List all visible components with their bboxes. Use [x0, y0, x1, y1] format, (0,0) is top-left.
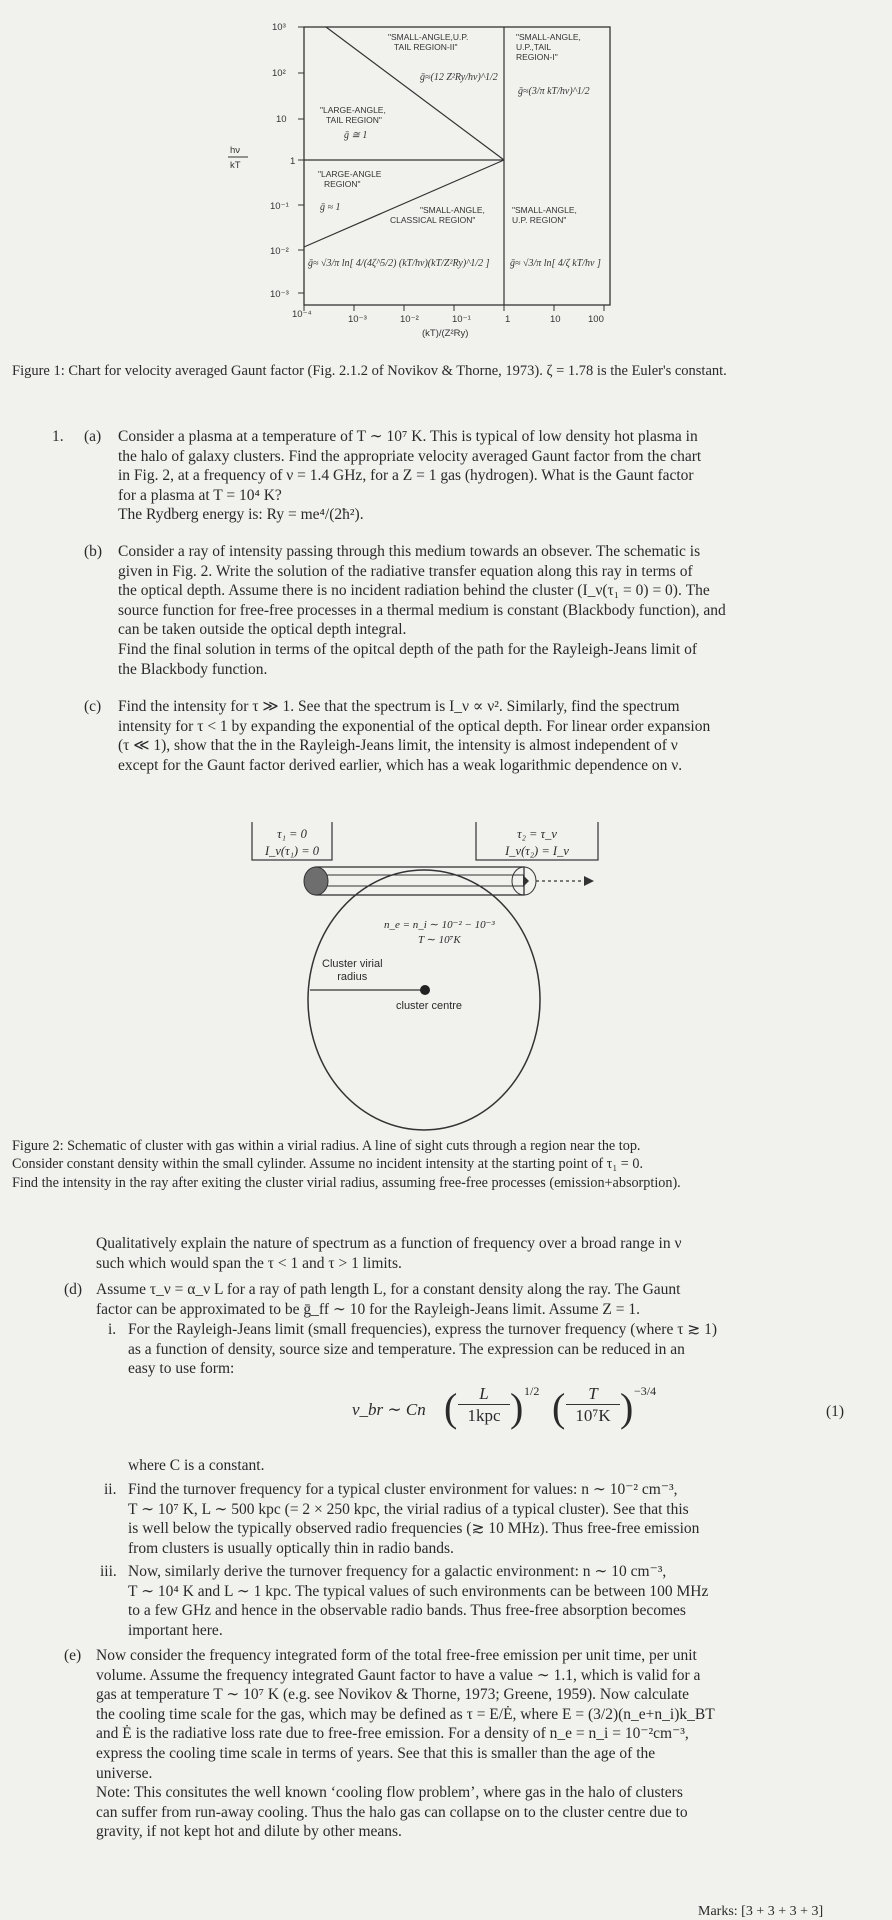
x-tick-label: 10⁻² [400, 314, 419, 325]
eq-den: 1kpc [467, 1406, 501, 1425]
eq-num: T [566, 1384, 620, 1405]
eq-paren: ( [552, 1385, 566, 1430]
box-text: τ₂ = τ_ν [517, 827, 557, 841]
eq-frac-T [566, 1384, 620, 1427]
text-line: the halo of galaxy clusters. Find the appropriate velocity averaged Gaunt factor from the chart [118, 447, 702, 465]
text-line: Assume τ_ν = α_ν L for a ray of path length L, for a constant density along the ray. The Gaunt [96, 1281, 681, 1298]
text-line: Find the intensity for τ ≫ 1. See that the spectrum is I_ν ∝ ν². Similarly, find the spectrum [118, 698, 680, 715]
text-line: can suffer from run-away cooling. Thus the halo gas can collapse on to the cluster centre due to [96, 1803, 688, 1821]
eq-exp: −3/4 [634, 1384, 657, 1398]
part-label: (c) [84, 698, 102, 715]
text-line: Note: This consitutes the well known ‘cooling flow problem’, where gas in the halo of clusters [96, 1784, 683, 1802]
equation-number: (1) [826, 1403, 845, 1420]
eq-den: 10⁷K [575, 1406, 611, 1425]
text-line: Find the turnover frequency for a typical cluster environment for values: n ∼ 10⁻² cm⁻³, [128, 1481, 678, 1498]
y-tick-label: 1 [290, 156, 296, 167]
fig2-left-box [252, 826, 332, 860]
radius-label: radius [337, 971, 368, 983]
region-formula: ḡ ≅ 1 [344, 130, 368, 141]
text-line: to a few GHz and hence in the observable radio bands. Thus free-free absorption becomes [128, 1602, 686, 1620]
density-label: n_e = n_i ∼ 10⁻² − 10⁻³ [384, 919, 495, 931]
region-label: "SMALL-ANGLE, [512, 205, 577, 215]
text-line: important here. [128, 1621, 223, 1639]
subpart-label: i. [108, 1321, 117, 1338]
eq-num: L [458, 1384, 510, 1405]
text-line: universe. [96, 1764, 153, 1782]
region-label: "SMALL-ANGLE, [420, 205, 485, 215]
box-text: I_ν(τ₂) = I_ν [505, 844, 569, 858]
x-tick-label: 10 [550, 314, 561, 325]
region-label: "SMALL-ANGLE, [516, 32, 581, 42]
fig2-density [384, 918, 495, 948]
part-d-i-text [128, 1320, 868, 1379]
subpart-label: iii. [100, 1563, 117, 1580]
text-line: T ∼ 10⁷ K, L ∼ 500 kpc (= 2 × 250 kpc, the virial radius of a typical cluster). See that this [128, 1500, 689, 1518]
eq-lhs: ν_br ∼ Cn [352, 1400, 426, 1419]
text-line: express the cooling time scale in terms of years. See that this is smaller than the age of the [96, 1744, 656, 1762]
caption-line: Figure 2: Schematic of cluster with gas within a virial radius. A line of sight cuts through a region near the top. [12, 1138, 641, 1154]
text-line: source function for free-free processes in a thermal medium is constant (Blackbody function), and [118, 601, 726, 619]
part-label: (d) [64, 1281, 83, 1298]
cluster-schematic [240, 822, 660, 1132]
eq-paren: ) [620, 1385, 634, 1430]
text-line: as a function of density, source size and temperature. The expression can be reduced in an [128, 1340, 685, 1358]
region-label: CLASSICAL REGION" [390, 215, 476, 225]
text-line: gravity, if not kept hot and dilute by other means. [96, 1823, 402, 1841]
text-line: except for the Gaunt factor derived earlier, which has a weak logarithmic dependence on ν. [118, 756, 683, 774]
y-axis-label-top: hν [230, 145, 241, 156]
text-line: Qualitatively explain the nature of spectrum as a function of frequency over a broad range in ν [96, 1235, 682, 1252]
text-line: Consider a ray of intensity passing through this medium towards an obsever. The schematic is [118, 543, 701, 560]
part-d-iii-text [128, 1562, 868, 1640]
figure2-caption [12, 1137, 886, 1192]
x-tick-label: 10⁻⁴ [292, 309, 312, 320]
y-tick-label: 10² [272, 68, 286, 79]
y-tick-label: 10³ [272, 22, 286, 33]
box-text: I_ν(τ₁) = 0 [264, 844, 320, 858]
y-tick-label: 10⁻¹ [270, 201, 289, 212]
text-line: (τ ≪ 1), show that the in the Rayleigh-Jeans limit, the intensity is almost independent of ν [118, 737, 678, 755]
region-label: REGION" [324, 179, 361, 189]
text-line: is well below the typically observed radio frequencies (≳ 10 MHz). Thus free-free emission [128, 1520, 700, 1538]
fig2-centre-label: cluster centre [396, 1000, 463, 1012]
text-line: the Blackbody function. [118, 660, 268, 678]
text-line: The Rydberg energy is: Ry = me⁴/(2ħ²). [118, 506, 364, 524]
x-tick-label: 1 [505, 314, 511, 325]
x-tick-label: 10⁻¹ [452, 314, 471, 325]
text-line: Now consider the frequency integrated form of the total free-free emission per unit time, per unit [96, 1647, 697, 1664]
text-line: in Fig. 2, at a frequency of ν = 1.4 GHz, for a Z = 1 gas (hydrogen). What is the Gaunt factor [118, 467, 694, 485]
part-c-text [118, 697, 880, 775]
part-label: (a) [84, 428, 102, 445]
region-formula: ḡ ≈ 1 [320, 202, 341, 213]
text-line: volume. Assume the frequency integrated Gaunt factor to have a value ∼ 1.1, which is valid for a [96, 1666, 701, 1684]
text-line: the optical depth. Assume there is no incident radiation behind the cluster (I_ν(τ₁ = 0) = 0). The [118, 582, 710, 600]
part-d-i-after [128, 1456, 868, 1476]
text-line: factor can be approximated to be ḡ_ff ∼ 10 for the Rayleigh-Jeans limit. Assume Z = 1. [96, 1300, 640, 1318]
part-a-text [118, 427, 880, 525]
text-line: Find the final solution in terms of the opitcal depth of the path for the Rayleigh-Jeans limit of [118, 640, 697, 658]
caption-line: Consider constant density within the small cylinder. Assume no incident intensity at the starting point of τ₁ = 0. [12, 1156, 643, 1173]
part-c-tail [96, 1234, 866, 1273]
region-label: "LARGE-ANGLE, [320, 105, 386, 115]
y-tick-label: 10 [276, 114, 287, 125]
cluster-centre-dot [420, 985, 430, 995]
part-d-text [96, 1280, 866, 1319]
region-label: U.P. REGION" [512, 215, 567, 225]
part-e-text [96, 1646, 870, 1842]
eq-exp: 1/2 [524, 1384, 540, 1398]
fig2-right-box [476, 826, 598, 860]
eq-frac-L [458, 1384, 510, 1427]
x-tick-label: 100 [588, 314, 604, 325]
part-b-text [118, 542, 880, 679]
region-label: TAIL REGION-II" [394, 42, 458, 52]
region-formula: ḡ≈(12 Z²Ry/hν)^1/2 [420, 72, 498, 83]
text-line: the cooling time scale for the gas, which may be defined as τ = E/Ė, where E = (3/2)(n_e+n_i)k_BT [96, 1705, 715, 1723]
text-line: for a plasma at T = 10⁴ K? [118, 486, 282, 504]
radius-label: Cluster virial [322, 958, 383, 970]
gaunt-factor-chart [220, 10, 640, 340]
text-line: easy to use form: [128, 1360, 235, 1378]
equation-1 [352, 1384, 712, 1444]
text-line: T ∼ 10⁴ K and L ∼ 1 kpc. The typical values of such environments can be between 100 MHz [128, 1582, 709, 1600]
text-line: and Ė is the radiative loss rate due to free-free emission. For a density of n_e = n_i = 10⁻²cm⁻³, [96, 1725, 689, 1743]
eq-paren: ) [510, 1385, 524, 1430]
eq-paren: ( [444, 1385, 458, 1430]
region-formula: ḡ≈ √3/π ln[ 4/(4ζ^5/2) (kT/hν)(kT/Z²Ry)^1/2 ] [308, 258, 490, 269]
region-formula: ḡ≈(3/π kT/hν)^1/2 [518, 86, 590, 97]
region-label: "LARGE-ANGLE [318, 169, 382, 179]
text-line: intensity for τ < 1 by expanding the exponential of the optical depth. For linear order expansion [118, 717, 711, 735]
text-line: such which would span the τ < 1 and τ > 1 limits. [96, 1254, 402, 1272]
region-label: "SMALL-ANGLE,U.P. [388, 32, 469, 42]
text-line: given in Fig. 2. Write the solution of the radiative transfer equation along this ray in terms of [118, 562, 693, 580]
text-line: from clusters is usually optically thin in radio bands. [128, 1539, 454, 1557]
y-axis-label-bottom: kT [230, 160, 241, 171]
text-line: gas at temperature T ∼ 10⁷ K (e.g. see Novikov & Thorne, 1973; Greene, 1959). Now calculate [96, 1686, 690, 1704]
y-tick-label: 10⁻³ [270, 289, 289, 300]
question-number: 1. [52, 428, 64, 445]
subpart-label: ii. [104, 1481, 117, 1498]
region-label: TAIL REGION" [326, 115, 382, 125]
y-tick-label: 10⁻² [270, 246, 289, 257]
part-label: (e) [64, 1647, 82, 1664]
part-label: (b) [84, 543, 103, 560]
text-line: Consider a plasma at a temperature of T ∼ 10⁷ K. This is typical of low density hot plasma in [118, 428, 698, 445]
region-label: REGION-I" [516, 52, 558, 62]
part-d-ii-text [128, 1480, 868, 1558]
figure1-caption: Figure 1: Chart for velocity averaged Gaunt factor (Fig. 2.1.2 of Novikov & Thorne, 1973). ζ = 1.78 is the Euler's constant. [12, 363, 727, 379]
region-label: U.P.,TAIL [516, 42, 552, 52]
temperature-label: T ∼ 10⁷K [417, 934, 461, 946]
x-axis-label: (kT)/(Z²Ry) [422, 328, 469, 339]
region-formula: ḡ≈ √3/π ln[ 4/ζ kT/hν ] [510, 258, 601, 269]
text-line: For the Rayleigh-Jeans limit (small frequencies), express the turnover frequency (where τ ≳ 1) [128, 1321, 718, 1338]
x-tick-label: 10⁻³ [348, 314, 367, 325]
fig2-radius-label [322, 958, 383, 984]
text-line: where C is a constant. [128, 1457, 265, 1474]
text-line: can be taken outside the optical depth integral. [118, 621, 407, 639]
text-line: Now, similarly derive the turnover frequency for a galactic environment: n ∼ 10 cm⁻³, [128, 1563, 667, 1580]
caption-line: Find the intensity in the ray after exiting the cluster virial radius, assuming free-free processes (emission+absorption). [12, 1174, 681, 1191]
marks-footer: Marks: [3 + 3 + 3 + 3] [698, 1904, 824, 1919]
box-text: τ₁ = 0 [277, 827, 307, 841]
